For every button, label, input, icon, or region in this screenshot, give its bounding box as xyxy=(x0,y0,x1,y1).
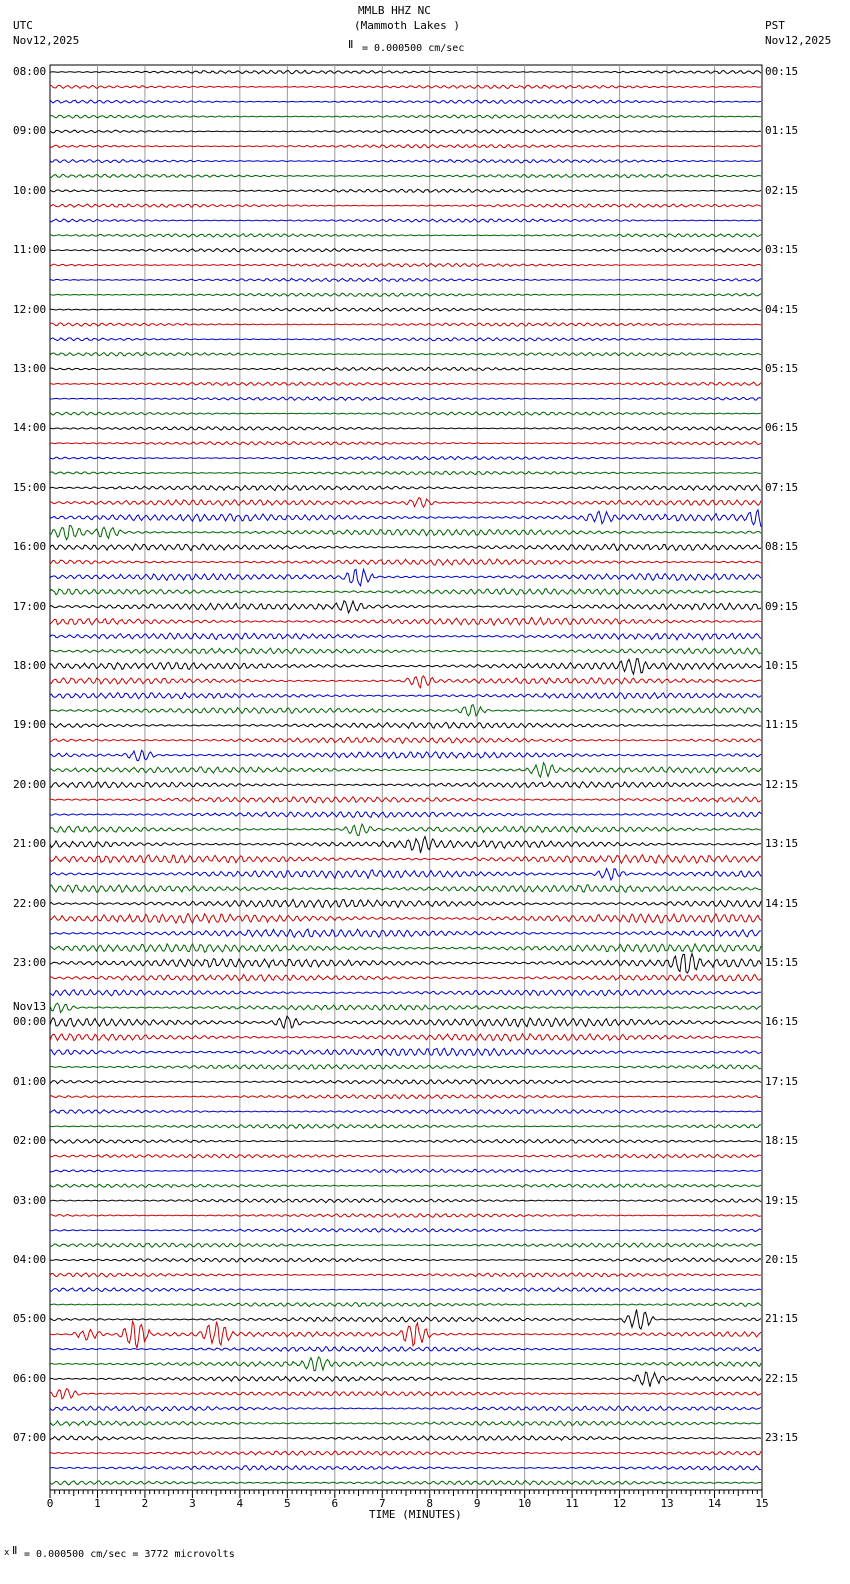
trace-row xyxy=(50,855,761,864)
pst-hour-label: 00:15 xyxy=(765,65,799,78)
time-axis xyxy=(47,1490,769,1510)
trace-row xyxy=(50,1421,761,1426)
trace-rows xyxy=(50,70,761,1485)
footer-mark: x xyxy=(4,1548,10,1558)
utc-hour-label: 14:00 xyxy=(13,421,47,435)
trace-row xyxy=(50,885,761,893)
utc-hour-label: 23:00 xyxy=(13,956,47,969)
trace-row xyxy=(50,750,761,760)
trace-row xyxy=(50,601,761,613)
trace-row xyxy=(50,589,761,595)
x-tick-label: 15 xyxy=(755,1497,769,1510)
trace-row xyxy=(50,899,761,907)
trace-row xyxy=(50,456,761,459)
trace-row xyxy=(50,990,761,996)
trace-row xyxy=(50,293,761,296)
pst-hour-label: 03:15 xyxy=(765,243,799,257)
date-change-label: Nov13 xyxy=(13,1000,47,1014)
x-tick-label: 8 xyxy=(426,1497,434,1510)
pst-hour-label: 18:15 xyxy=(765,1134,799,1148)
pst-hour-label: 08:15 xyxy=(765,540,799,554)
trace-row xyxy=(50,837,761,853)
x-tick-label: 7 xyxy=(378,1497,386,1510)
pst-hour-label: 12:15 xyxy=(765,777,799,791)
trace-row xyxy=(50,738,761,744)
pst-hour-label: 11:15 xyxy=(765,718,799,732)
trace-row xyxy=(50,1372,761,1387)
pst-hour-label: 10:15 xyxy=(765,659,799,672)
pst-hour-label: 16:15 xyxy=(765,1015,799,1029)
utc-hour-label: 17:00 xyxy=(13,599,47,613)
trace-row xyxy=(50,1199,761,1203)
trace-row xyxy=(50,1436,761,1440)
utc-hour-label: 12:00 xyxy=(13,302,47,316)
trace-row xyxy=(50,1481,761,1485)
trace-row xyxy=(50,1214,761,1218)
trace-row xyxy=(50,722,761,728)
utc-hour-label: 11:00 xyxy=(13,243,47,257)
utc-hour-label: 13:00 xyxy=(13,362,47,375)
trace-row xyxy=(50,975,761,982)
trace-row xyxy=(50,471,761,474)
trace-row xyxy=(50,498,761,508)
utc-hour-label: 00:00 xyxy=(13,1015,47,1029)
trace-row xyxy=(50,944,761,952)
footer-scale-label: = 0.000500 cm/sec = 3772 microvolts xyxy=(24,1549,235,1560)
trace-row xyxy=(50,249,761,252)
trace-row xyxy=(50,954,761,974)
trace-row xyxy=(50,1309,761,1329)
trace-row xyxy=(50,693,761,699)
pst-hour-label: 21:15 xyxy=(765,1312,799,1326)
trace-row xyxy=(50,812,761,818)
trace-row xyxy=(50,219,761,222)
trace-row xyxy=(50,160,761,163)
trace-row xyxy=(50,569,761,586)
trace-row xyxy=(50,189,761,192)
pst-hour-label: 07:15 xyxy=(765,480,799,494)
right-date: Nov12,2025 xyxy=(765,34,832,47)
right-timezone: PST xyxy=(765,19,785,32)
utc-hour-label: 07:00 xyxy=(13,1431,47,1445)
trace-row xyxy=(50,1466,761,1471)
utc-hour-label: 02:00 xyxy=(13,1134,47,1148)
trace-row xyxy=(50,85,761,89)
utc-hour-label: 20:00 xyxy=(13,777,47,791)
utc-hour-label: 10:00 xyxy=(13,183,47,197)
trace-row xyxy=(50,1451,761,1455)
pst-hour-label: 14:15 xyxy=(765,896,799,910)
trace-row xyxy=(50,397,761,400)
trace-row xyxy=(50,1258,761,1262)
x-tick-label: 13 xyxy=(660,1497,674,1510)
trace-row xyxy=(50,914,761,924)
trace-row xyxy=(50,1109,761,1113)
utc-hour-label: 21:00 xyxy=(13,837,47,851)
trace-row xyxy=(50,705,761,716)
x-tick-label: 14 xyxy=(707,1497,722,1510)
trace-row xyxy=(50,824,761,836)
trace-row xyxy=(50,1169,761,1172)
trace-row xyxy=(50,1184,761,1188)
trace-row xyxy=(50,485,761,491)
x-tick-label: 5 xyxy=(284,1497,291,1510)
trace-row xyxy=(50,526,761,540)
trace-row xyxy=(50,1273,761,1277)
trace-row xyxy=(50,1347,761,1352)
trace-row xyxy=(50,367,761,370)
trace-row xyxy=(50,618,761,626)
trace-row xyxy=(50,763,761,777)
x-tick-label: 2 xyxy=(141,1497,149,1510)
trace-row xyxy=(50,676,761,688)
utc-hour-label: 22:00 xyxy=(13,896,47,910)
trace-row xyxy=(50,412,761,415)
pst-hour-label: 05:15 xyxy=(765,362,799,375)
trace-row xyxy=(50,1389,761,1399)
pst-hour-label: 22:15 xyxy=(765,1371,799,1385)
x-tick-label: 4 xyxy=(236,1497,244,1510)
trace-row xyxy=(50,323,761,326)
pst-hour-label: 23:15 xyxy=(765,1431,799,1445)
trace-row xyxy=(50,1034,761,1041)
trace-row xyxy=(50,1229,761,1233)
trace-row xyxy=(50,308,761,311)
pst-hour-label: 01:15 xyxy=(765,124,799,138)
trace-row xyxy=(50,1140,761,1144)
x-tick-label: 11 xyxy=(565,1497,579,1510)
trace-row xyxy=(50,797,761,803)
left-date: Nov12,2025 xyxy=(13,34,80,47)
location-title: (Mammoth Lakes ) xyxy=(354,19,460,32)
scale-bar-icon: Ⅱ xyxy=(348,38,354,51)
trace-row xyxy=(50,544,761,551)
trace-row xyxy=(50,1065,761,1070)
utc-hour-label: 15:00 xyxy=(13,480,47,494)
x-tick-label: 9 xyxy=(473,1497,481,1510)
x-tick-label: 6 xyxy=(331,1497,339,1510)
trace-row xyxy=(50,1243,761,1247)
trace-row xyxy=(50,1321,761,1348)
utc-hour-label: 06:00 xyxy=(13,1371,47,1385)
trace-row xyxy=(50,1154,761,1158)
trace-row xyxy=(50,1016,761,1028)
x-tick-label: 12 xyxy=(612,1497,627,1510)
trace-row xyxy=(50,633,761,640)
utc-hour-label: 09:00 xyxy=(13,124,47,138)
trace-row xyxy=(50,115,761,118)
left-timezone: UTC xyxy=(13,19,33,32)
trace-row xyxy=(50,234,761,238)
trace-row xyxy=(50,100,761,103)
utc-hour-label: 03:00 xyxy=(13,1193,47,1207)
station-title: MMLB HHZ NC xyxy=(358,4,431,17)
pst-hour-label: 20:15 xyxy=(765,1253,799,1266)
trace-row xyxy=(50,442,761,445)
x-tick-label: 0 xyxy=(46,1497,54,1510)
trace-row xyxy=(50,510,761,527)
trace-row xyxy=(50,869,761,880)
pst-hour-label: 17:15 xyxy=(765,1074,799,1088)
utc-hour-label: 05:00 xyxy=(13,1312,47,1326)
trace-row xyxy=(50,1357,761,1371)
trace-row xyxy=(50,648,761,654)
trace-row xyxy=(50,559,761,565)
trace-row xyxy=(50,70,761,73)
pst-hour-label: 19:15 xyxy=(765,1193,799,1207)
trace-row xyxy=(50,659,761,675)
trace-row xyxy=(50,929,761,937)
trace-row xyxy=(50,1288,761,1292)
trace-row xyxy=(50,130,761,133)
utc-hour-label: 08:00 xyxy=(13,65,47,78)
scale-label: = 0.000500 cm/sec xyxy=(362,43,465,54)
pst-hour-label: 15:15 xyxy=(765,956,799,969)
trace-row xyxy=(50,338,761,341)
x-axis-title: TIME (MINUTES) xyxy=(369,1508,462,1521)
pst-hour-label: 09:15 xyxy=(765,599,799,613)
trace-row xyxy=(50,1406,761,1411)
utc-hour-label: 19:00 xyxy=(13,718,47,732)
trace-row xyxy=(50,382,761,385)
utc-hour-label: 18:00 xyxy=(13,659,47,672)
trace-row xyxy=(50,1303,761,1307)
trace-row xyxy=(50,1003,761,1012)
trace-row xyxy=(50,278,761,281)
trace-row xyxy=(50,204,761,207)
footer-scale-icon: Ⅱ xyxy=(12,1544,18,1557)
pst-hour-label: 13:15 xyxy=(765,837,799,851)
utc-hour-label: 01:00 xyxy=(13,1074,47,1088)
trace-row xyxy=(50,427,761,430)
pst-hour-label: 04:15 xyxy=(765,302,799,316)
trace-row xyxy=(50,1124,761,1128)
utc-hour-label: 16:00 xyxy=(13,540,47,554)
x-tick-label: 3 xyxy=(189,1497,196,1510)
trace-row xyxy=(50,1080,761,1084)
utc-hour-label: 04:00 xyxy=(13,1253,47,1266)
trace-row xyxy=(50,782,761,788)
pst-hour-label: 02:15 xyxy=(765,183,799,197)
trace-row xyxy=(50,174,761,177)
trace-row xyxy=(50,1048,761,1055)
trace-row xyxy=(50,1095,761,1099)
trace-row xyxy=(50,263,761,266)
x-tick-label: 10 xyxy=(518,1497,532,1510)
pst-hour-label: 06:15 xyxy=(765,421,799,435)
x-tick-label: 1 xyxy=(94,1497,101,1510)
trace-row xyxy=(50,353,761,356)
trace-row xyxy=(50,145,761,148)
